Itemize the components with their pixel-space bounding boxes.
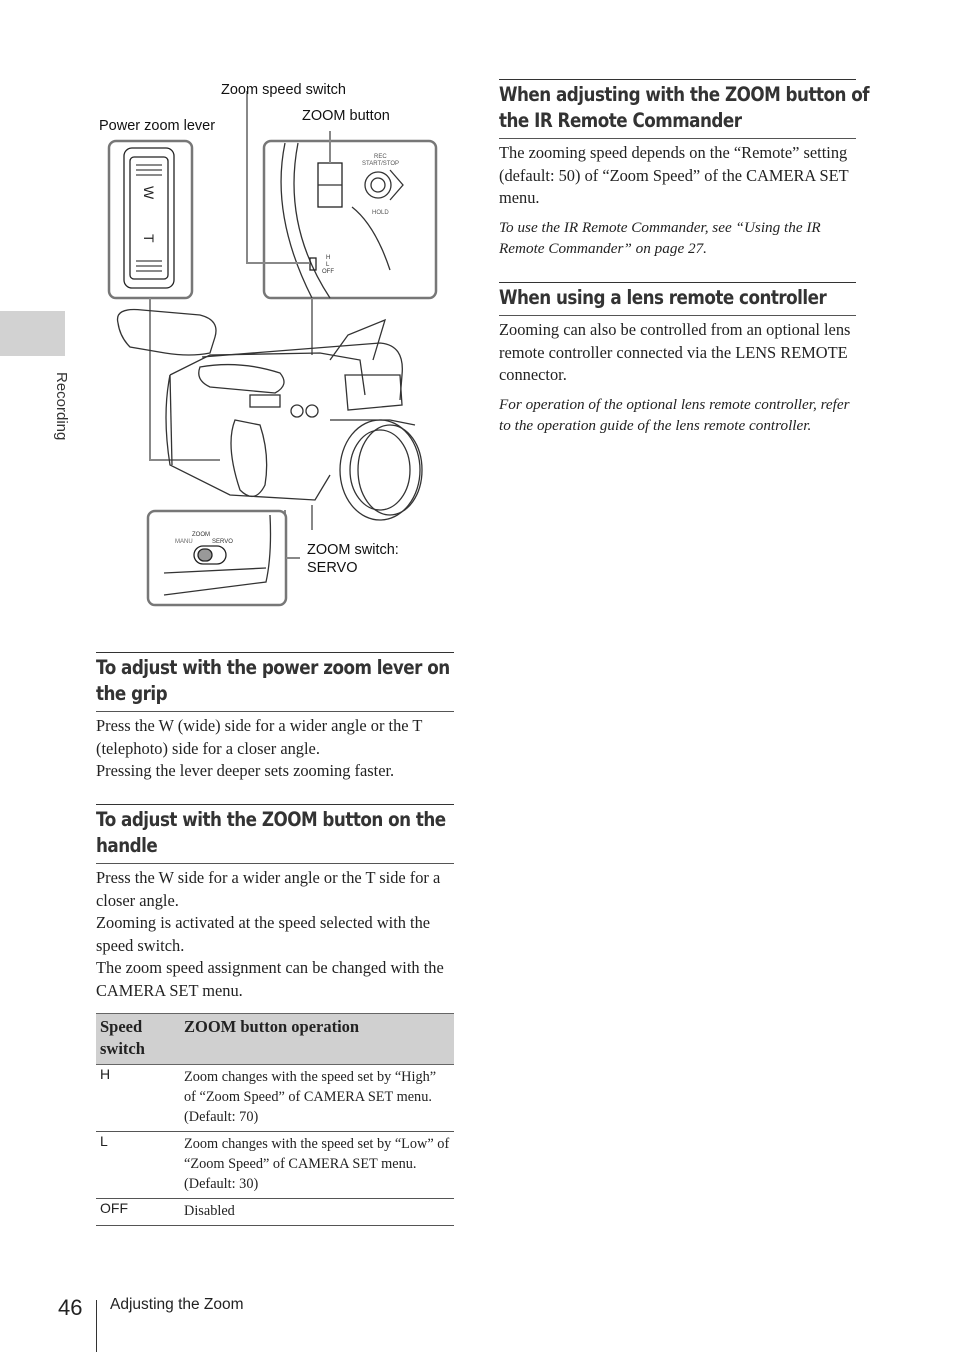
h-mark: H — [326, 255, 331, 261]
section-ir-note: To use the IR Remote Commander, see “Using the IR Remote Commander” on page 27. — [499, 218, 821, 257]
section-handle-title-line2: handle — [96, 834, 158, 857]
section-grip-title-line2: the grip — [96, 682, 168, 705]
zoom-button-label: ZOOM button — [302, 108, 390, 124]
footer-section-title: Adjusting the Zoom — [110, 1296, 244, 1313]
section-handle-heading — [96, 804, 454, 864]
switch-zoom-mark: ZOOM — [192, 532, 210, 538]
page-number: 46 — [58, 1295, 83, 1320]
section-ir-heading — [499, 79, 870, 139]
section-ir-title-line1: When adjusting with the ZOOM button of — [499, 83, 870, 106]
section-lens-heading — [499, 282, 856, 316]
start-stop-mark: START/STOP — [362, 161, 400, 167]
power-zoom-lever-label: Power zoom lever — [99, 118, 216, 134]
side-tab — [0, 311, 65, 356]
table-header-row — [96, 1014, 454, 1065]
table-cell-operation: Disabled — [180, 1199, 454, 1226]
section-lens-note: For operation of the optional lens remote controller, refer to the operation guide of the lens remote controller. — [499, 395, 850, 434]
table-header-col1-line2: switch — [100, 1039, 145, 1058]
side-tab-label: Recording — [53, 372, 70, 441]
table-cell-switch: OFF — [96, 1199, 180, 1226]
section-grip-para1: Press the W (wide) side for a wider angle or the T (telephoto) side for a closer angle. — [96, 716, 423, 758]
hold-mark: HOLD — [372, 210, 389, 216]
section-grip-heading — [96, 652, 454, 712]
l-mark: L — [326, 262, 330, 268]
zoom-switch-label: ZOOM switch: — [307, 542, 399, 558]
lever-t-mark: T — [141, 234, 157, 243]
section-handle-para1: Press the W side for a wider angle or the T side for a closer angle. — [96, 868, 441, 910]
zoom-switch-servo-label: SERVO — [307, 560, 358, 576]
table-row — [96, 1065, 454, 1132]
section-lens-body — [499, 319, 859, 437]
section-grip-title-line1: To adjust with the power zoom lever on — [96, 656, 450, 679]
table-row — [96, 1199, 454, 1226]
section-grip-para2: Pressing the lever deeper sets zooming faster. — [96, 761, 395, 780]
off-mark: OFF — [322, 269, 334, 275]
section-grip-body — [96, 715, 456, 783]
table-cell-switch: H — [96, 1065, 180, 1132]
table-header-operation: ZOOM button operation — [180, 1014, 454, 1065]
section-handle-title-line1: To adjust with the ZOOM button on the — [96, 808, 446, 831]
table-header-col1-line1: Speed — [100, 1017, 143, 1036]
footer-divider — [96, 1300, 97, 1352]
camcorder-figure — [90, 75, 470, 615]
section-ir-para1: The zooming speed depends on the “Remote” setting (default: 50) of “Zoom Speed” of the CAMERA SET menu. — [499, 143, 849, 207]
section-ir-body — [499, 142, 859, 260]
table-header-speed-switch — [96, 1014, 180, 1065]
table-cell-switch: L — [96, 1132, 180, 1199]
section-lens-title: When using a lens remote controller — [499, 286, 827, 309]
table-cell-operation: Zoom changes with the speed set by “Low” of “Zoom Speed” of CAMERA SET menu. (Default: 30) — [180, 1132, 454, 1199]
rec-mark: REC — [374, 154, 387, 160]
table-cell-operation: Zoom changes with the speed set by “High” of “Zoom Speed” of CAMERA SET menu. (Default: 70) — [180, 1065, 454, 1132]
section-handle-para2: Zooming is activated at the speed selected with the speed switch. — [96, 913, 431, 955]
switch-servo-mark: SERVO — [212, 539, 233, 545]
table-row — [96, 1132, 454, 1199]
switch-manu-mark: MANU — [175, 539, 193, 545]
section-lens-para1: Zooming can also be controlled from an optional lens remote controller connected via the LENS REMOTE connector. — [499, 320, 851, 384]
section-ir-title-line2: the IR Remote Commander — [499, 109, 742, 132]
lever-w-mark: W — [141, 186, 157, 200]
zoom-speed-table — [96, 1013, 454, 1226]
section-handle-body — [96, 867, 456, 1002]
zoom-speed-switch-label: Zoom speed switch — [221, 82, 346, 98]
section-handle-para3: The zoom speed assignment can be changed with the CAMERA SET menu. — [96, 958, 444, 1000]
